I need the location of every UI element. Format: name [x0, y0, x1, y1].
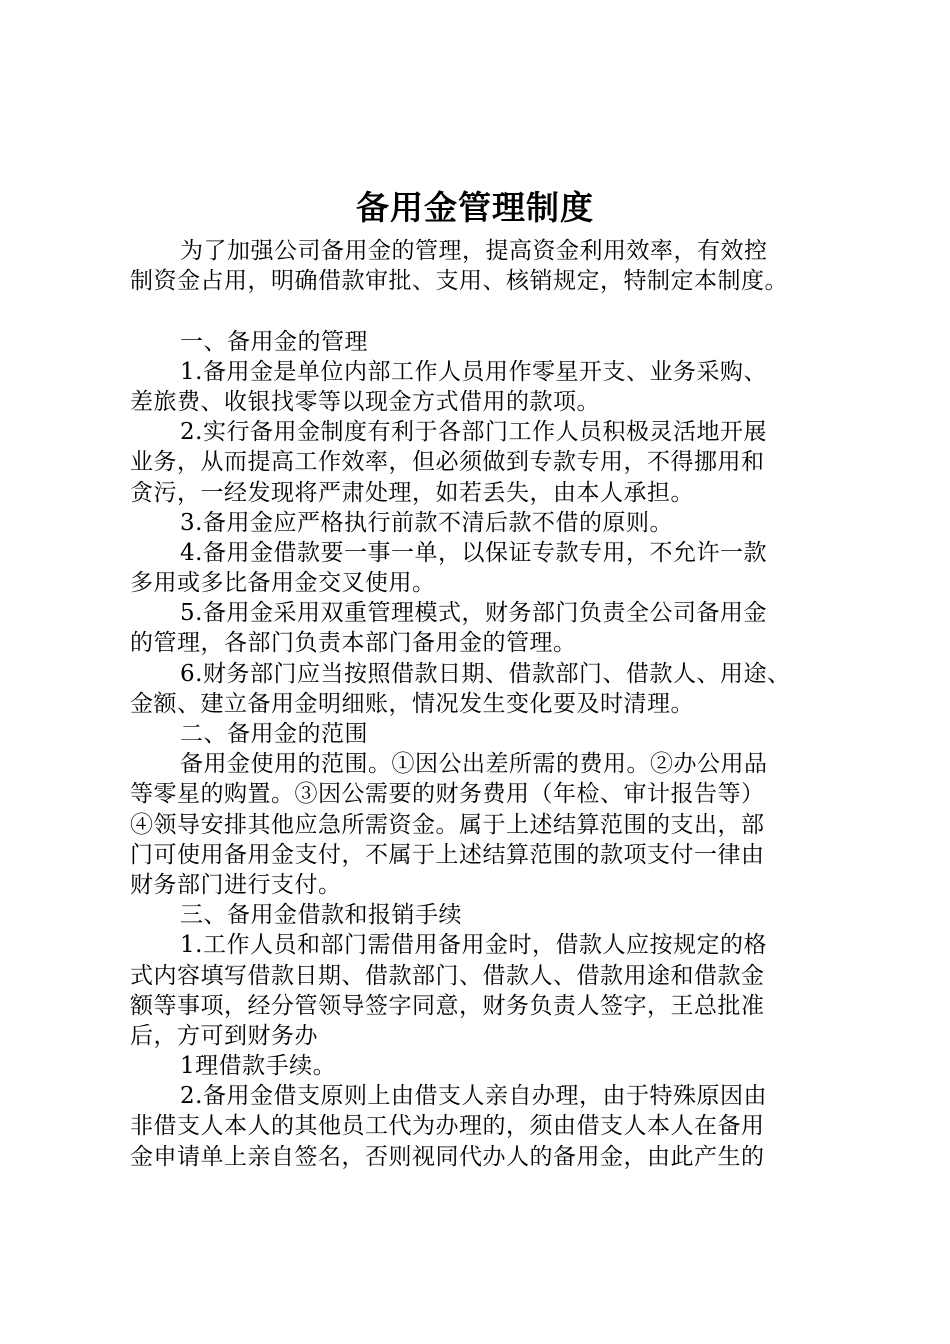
document-body — [130, 236, 850, 1172]
paragraph-line: 2.备用金借支原则上由借支人亲自办理，由于特殊原因由 — [180, 1083, 767, 1110]
paragraph-line: 多用或多比备用金交叉使用。 — [130, 570, 436, 597]
paragraph-line: 式内容填写借款日期、借款部门、借款人、借款用途和借款金 — [130, 962, 765, 989]
paragraph-line: 财务部门进行支付。 — [130, 871, 342, 898]
paragraph-line: 门可使用备用金支付，不属于上述结算范围的款项支付一律由 — [130, 841, 765, 868]
paragraph-line: 6.财务部门应当按照借款日期、借款部门、借款人、用途、 — [180, 660, 791, 687]
paragraph-line: 的管理，各部门负责本部门备用金的管理。 — [130, 630, 577, 657]
paragraph-line: 4.备用金借款要一事一单，以保证专款专用，不允许一款 — [180, 539, 767, 566]
document-title: 备用金管理制度 — [356, 188, 594, 227]
paragraph-line: 差旅费、收银找零等以现金方式借用的款项。 — [130, 388, 600, 415]
paragraph-line: 1.备用金是单位内部工作人员用作零星开支、业务采购、 — [180, 358, 767, 385]
section-heading: 二、备用金的范围 — [180, 721, 368, 747]
paragraph-line: 金额、建立备用金明细账，情况发生变化要及时清理。 — [130, 690, 694, 717]
paragraph-line: 3.备用金应严格执行前款不清后款不借的原则。 — [180, 509, 673, 536]
paragraph-line: 非借支人本人的其他员工代为办理的，须由借支人本人在备用 — [130, 1113, 765, 1140]
paragraph-line: 额等事项，经分管领导签字同意，财务负责人签字，王总批准 — [130, 992, 765, 1019]
paragraph-line: 后，方可到财务办 — [130, 1022, 318, 1049]
section-heading: 三、备用金借款和报销手续 — [180, 902, 462, 929]
paragraph-line: 金申请单上亲自签名，否则视同代办人的备用金，由此产生的 — [130, 1143, 765, 1170]
paragraph-line: ④领导安排其他应急所需资金。属于上述结算范围的支出，部 — [130, 811, 765, 838]
intro-line: 为了加强公司备用金的管理，提高资金利用效率，有效控 — [180, 238, 768, 264]
paragraph-line: 2.实行备用金制度有利于各部门工作人员积极灵活地开展 — [180, 419, 767, 446]
section-heading: 一、备用金的管理 — [180, 328, 368, 355]
blank-line — [130, 296, 850, 326]
paragraph-line: 1理借款手续。 — [180, 1053, 337, 1080]
paragraph-line: 贪污，一经发现将严肃处理，如若丢失，由本人承担。 — [130, 479, 694, 506]
paragraph-line: 5.备用金采用双重管理模式，财务部门负责全公司备用金 — [180, 600, 767, 627]
paragraph-line: 备用金使用的范围。①因公出差所需的费用。②办公用品 — [180, 751, 768, 778]
paragraph-line: 等零星的购置。③因公需要的财务费用（年检、审计报告等） — [130, 781, 765, 808]
intro-line: 制资金占用，明确借款审批、支用、核销规定，特制定本制度。 — [130, 268, 788, 295]
paragraph-line: 1.工作人员和部门需借用备用金时，借款人应按规定的格 — [180, 932, 767, 959]
paragraph-line: 业务，从而提高工作效率，但必须做到专款专用，不得挪用和 — [130, 449, 765, 476]
